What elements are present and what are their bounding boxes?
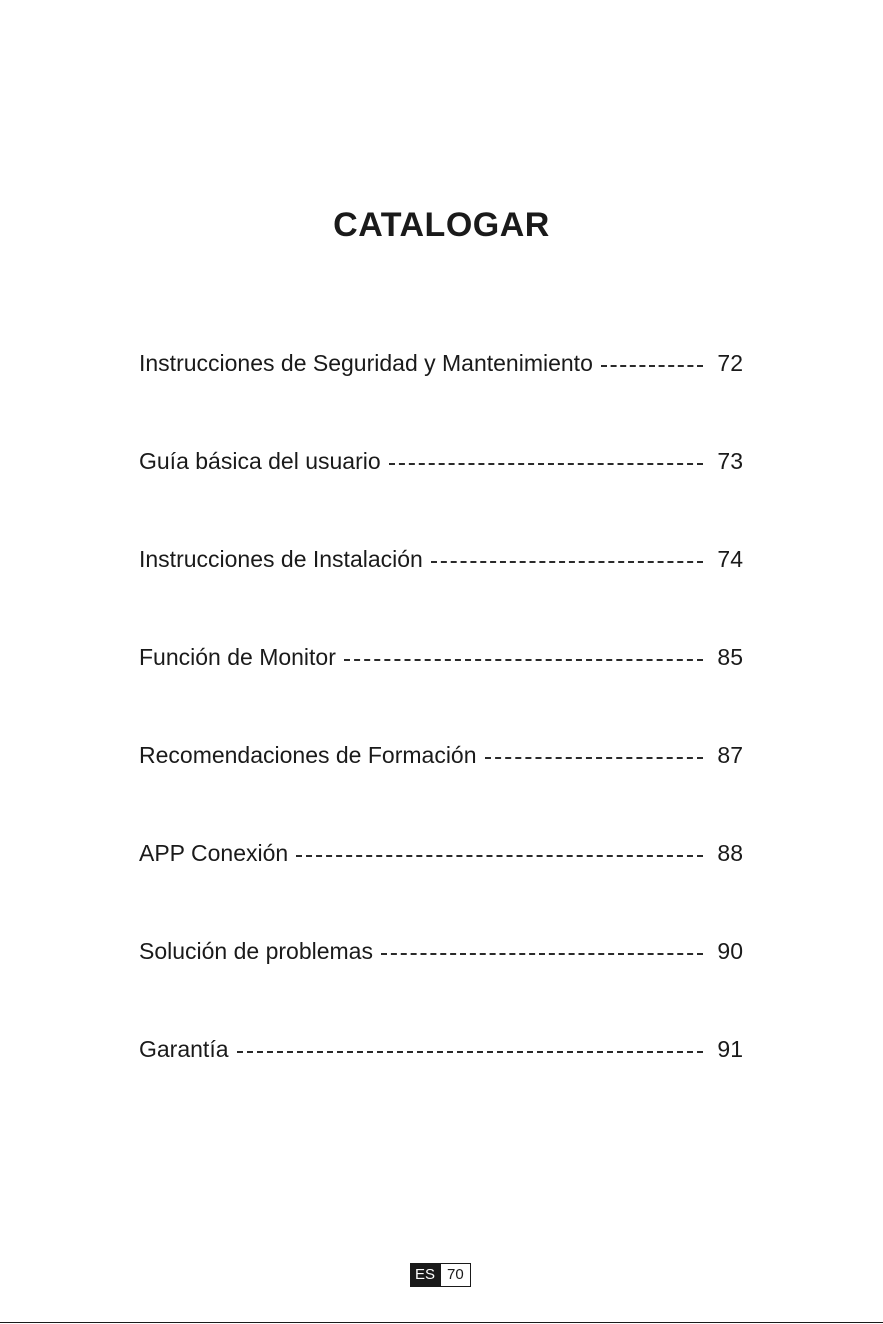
toc-entry-label: Función de Monitor [139,643,336,670]
toc-entry[interactable] [139,441,743,481]
toc-entry-page: 85 [717,643,743,670]
language-badge: ES [410,1263,440,1287]
toc-entry-label: Instrucciones de Instalación [139,545,423,572]
toc-entry[interactable] [139,539,743,579]
toc-entry-label: Guía básica del usuario [139,447,381,474]
toc-entry-label: Recomendaciones de Formación [139,741,477,768]
toc-entry-page: 74 [717,545,743,572]
toc-entry[interactable] [139,735,743,775]
toc-entry-page: 87 [717,741,743,768]
toc-leader [389,463,703,465]
bottom-divider [0,1322,883,1323]
toc-entry-page: 73 [717,447,743,474]
toc-entry[interactable] [139,931,743,971]
toc-leader [344,659,703,661]
toc-entry[interactable] [139,637,743,677]
page-title: CATALOGAR [333,206,550,244]
toc-entry[interactable] [139,1029,743,1069]
toc-leader [381,953,703,955]
toc-entry-page: 91 [717,1035,743,1062]
toc-leader [296,855,703,857]
toc-leader [431,561,703,563]
toc-leader [601,365,703,367]
page-number: 70 [440,1263,471,1287]
toc-entry[interactable] [139,833,743,873]
toc-entry-label: APP Conexión [139,839,289,866]
toc-entry-label: Garantía [139,1035,229,1062]
toc-entry-page: 90 [717,937,743,964]
toc-entry[interactable] [139,343,743,383]
toc-entry-label: Solución de problemas [139,937,373,964]
toc-entry-page: 88 [717,839,743,866]
toc-entry-page: 72 [717,349,743,376]
toc-entry-label: Instrucciones de Seguridad y Mantenimiento [139,349,593,376]
page-footer [410,1263,471,1287]
toc-leader [237,1051,704,1053]
toc-leader [485,757,703,759]
